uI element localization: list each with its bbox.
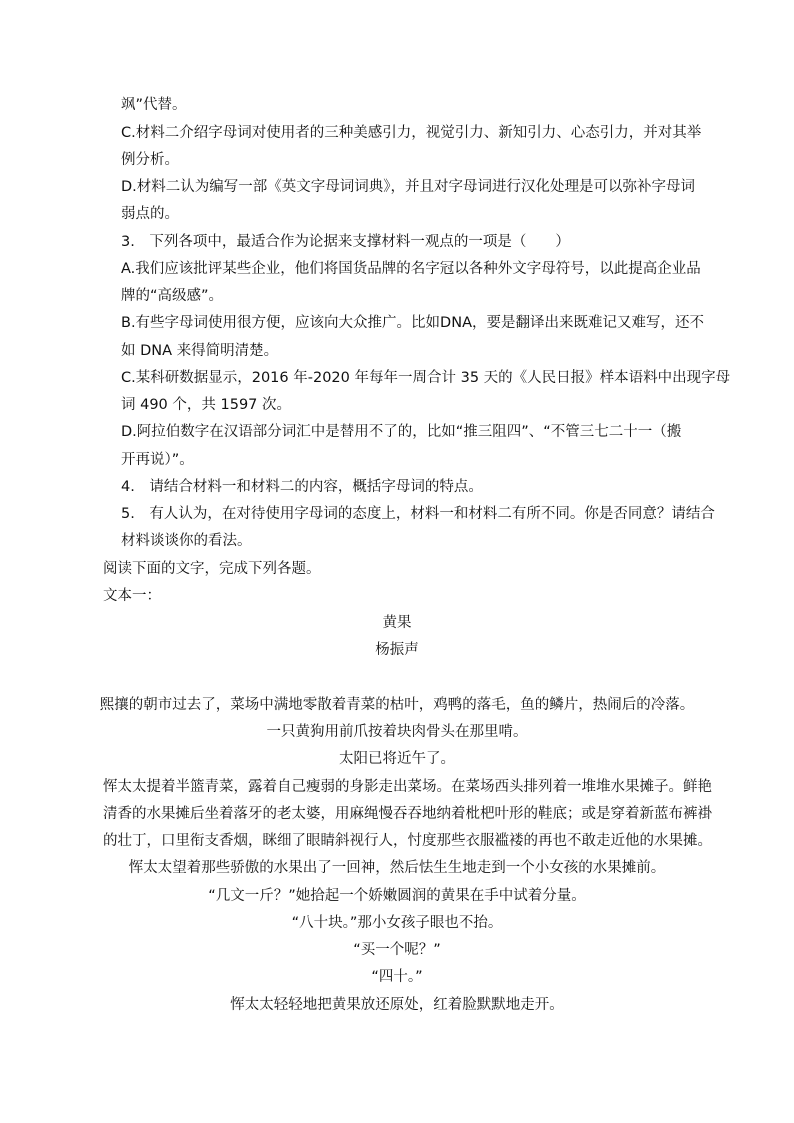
- q3-option-b-line-2: 如 DNA 来得简明清楚。: [121, 343, 279, 359]
- story-paragraph-line: 恽太太提着半篮青菜，露着自己瘦弱的身影走出菜场。在菜场西头排列着一堆堆水果摊子。鲜艳: [103, 779, 712, 795]
- question-5-line-1: 5. 有人认为，在对待使用字母词的态度上，材料一和材料二有所不同。你是否同意？请结合: [121, 506, 715, 522]
- q3-option-b-line-1: B.有些字母词使用很方便，应该向大众推广。比如DNA，要是翻译出来既难记又难写，还不: [121, 315, 704, 331]
- text-one-label: 文本一：: [103, 588, 161, 604]
- story-dialogue-line: “买一个呢？”: [353, 942, 441, 958]
- option-d-line-1: D.材料二认为编写一部《英文字母词词典》，并且对字母词进行汉化处理是可以弥补字母词: [121, 179, 696, 195]
- story-dialogue-line: “八十块。”那小女孩子眼也不抬。: [291, 915, 503, 931]
- story-paragraph-line: 的壮丁，口里衔支香烟，眯细了眼睛斜视行人，忖度那些衣服褴褛的再也不敢走近他的水果摊。: [103, 833, 712, 849]
- story-paragraph-line: 熙攘的朝市过去了，菜场中满地零散着青菜的枯叶，鸡鸭的落毛，鱼的鳞片，热闹后的冷落。: [99, 697, 695, 713]
- option-c-line-1: C.材料二介绍字母词对使用者的三种美感引力，视觉引力、新知引力、心态引力，并对其举: [121, 125, 702, 141]
- story-paragraph-line: 太阳已将近午了。: [339, 751, 455, 767]
- option-c-line-2: 例分析。: [121, 152, 179, 168]
- q3-option-d-line-2: 开再说）”。: [121, 452, 194, 468]
- reading-instruction: 阅读下面的文字，完成下列各题。: [103, 561, 321, 577]
- q3-option-d-line-1: D.阿拉伯数字在汉语部分词汇中是替用不了的，比如“推三阻四”、“不管三七二十一（搬: [121, 424, 682, 440]
- story-paragraph-line: 恽太太望着那些骄傲的水果出了一回神，然后怯生生地走到一个小女孩的水果摊前。: [128, 860, 666, 876]
- q3-option-c-line-1: C.某科研数据显示，2016 年-2020 年每年一周合计 35 天的《人民日报》样本语料中出现字母: [121, 370, 731, 386]
- story-dialogue-line: “四十。”: [371, 969, 423, 985]
- story-dialogue-line: “几文一斤？”她拾起一个娇嫩圆润的黄果在手中试着分量。: [208, 888, 586, 904]
- story-paragraph-line: 清香的水果摊后坐着落牙的老太婆，用麻绳慢吞吞地纳着枇杷叶形的鞋底；或是穿着新蓝布裤褂: [103, 806, 712, 822]
- text-line: 飒”代替。: [121, 97, 187, 113]
- story-paragraph-line: 一只黄狗用前爪按着块肉骨头在那里啃。: [266, 724, 528, 740]
- q3-option-c-line-2: 词 490 个，共 1597 次。: [121, 397, 292, 413]
- story-author: 杨振声: [375, 642, 419, 658]
- question-5-line-2: 材料谈谈你的看法。: [121, 533, 252, 549]
- question-3: 3. 下列各项中，最适合作为论据来支撑材料一观点的一项是（ ）: [121, 234, 570, 250]
- question-4: 4. 请结合材料一和材料二的内容，概括字母词的特点。: [121, 479, 483, 495]
- q3-option-a-line-2: 牌的“高级感”。: [121, 288, 224, 304]
- story-paragraph-line: 恽太太轻轻地把黄果放还原处，红着脸默默地走开。: [230, 997, 564, 1013]
- story-title: 黄果: [382, 615, 412, 631]
- option-d-line-2: 弱点的。: [121, 206, 179, 222]
- q3-option-a-line-1: A.我们应该批评某些企业，他们将国货品牌的名字冠以各种外文字母符号，以此提高企业品: [121, 261, 701, 277]
